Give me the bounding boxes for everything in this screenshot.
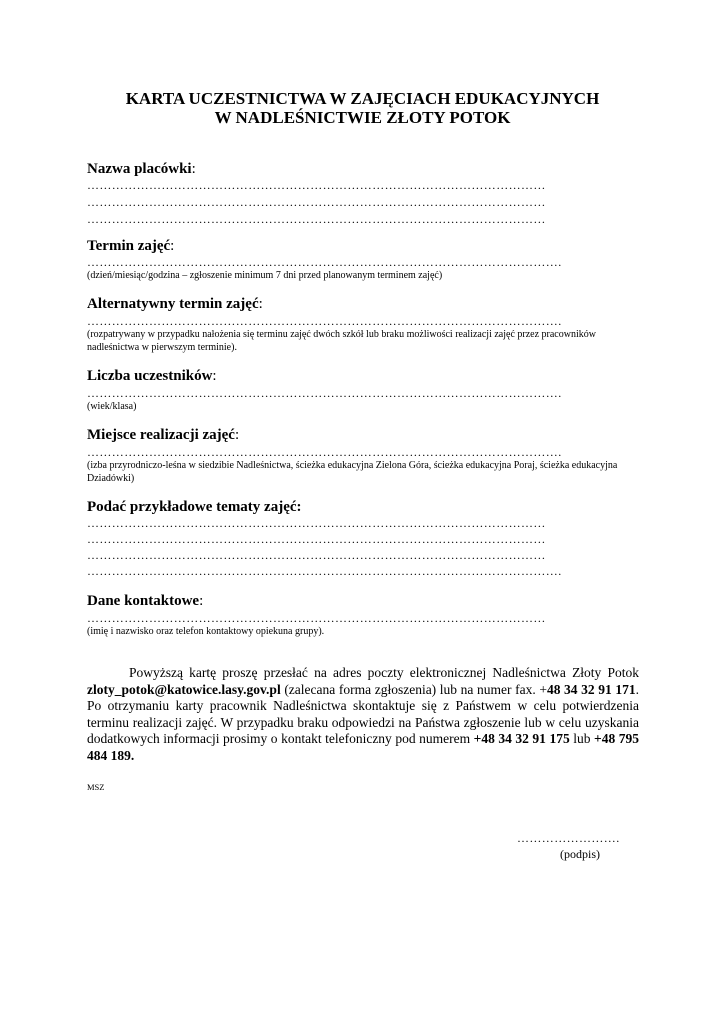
title-line-2: W NADLEŚNICTWIE ZŁOTY POTOK: [214, 108, 511, 127]
field-placowka-line-1[interactable]: …………………………………………………………………………………………………: [87, 178, 546, 192]
note-kontakt: (imię i nazwisko oraz telefon kontaktowy opiekuna grupy).: [87, 626, 325, 637]
field-tematy-line-2[interactable]: …………………………………………………………………………………………………: [87, 532, 546, 546]
instructions-paragraph: Powyższą kartę proszę przesłać na adres poczty elektronicznej Nadleśnictwa Złoty Potok zloty_potok@katowice.lasy.gov.pl (zalecana forma zgłoszenia) lub na numer fax. +48 34 32 91 171. Po otrzymaniu karty pracownik Nadleśnictwa skontaktuje się z Państwem w celu potwierdzenia terminu realizacji zajęć. W przypadku braku odpowiedzi na Państwa zgłoszenie lub w celu uzyskania dodatkowych informacji prosimy o kontakt telefoniczny pod numerem +48 34 32 91 175 lub +48 795 484 189.: [87, 665, 639, 763]
phone-number-1: +48 34 32 91 175: [473, 731, 570, 746]
label-miejsce: Miejsce realizacji zajęć:: [87, 427, 240, 443]
label-tematy: Podać przykładowe tematy zajęć:: [87, 499, 302, 515]
note-miejsce: (izba przyrodniczo-leśna w siedzibie Nadleśnictwa, ścieżka edukacyjna Zielona Góra, ścieżka edukacyjna Poraj, ścieżka edukacyjna Dziadówki): [87, 460, 618, 484]
field-kontakt[interactable]: …………………………………………………………………………………………………: [87, 611, 546, 625]
field-miejsce[interactable]: …………………………………………………………………………………………………….: [87, 445, 562, 459]
author-initials: MSZ: [87, 782, 105, 792]
label-kontakt: Dane kontaktowe:: [87, 593, 204, 609]
field-liczba[interactable]: …………………………………………………………………………………………………….: [87, 386, 562, 400]
title-line-1: KARTA UCZESTNICTWA W ZAJĘCIACH EDUKACYJNYCH: [125, 89, 600, 108]
field-termin[interactable]: …………………………………………………………………………………………………….: [87, 255, 562, 269]
fax-number: 48 34 32 91 171: [546, 681, 636, 697]
field-tematy-line-3[interactable]: …………………………………………………………………………………………………: [87, 548, 546, 562]
field-tematy-line-4[interactable]: …………………………………………………………………………………………………….: [87, 564, 562, 578]
email-address: zloty_potok@katowice.lasy.gov.pl: [87, 681, 281, 697]
label-termin: Termin zajęć:: [87, 238, 175, 254]
phone-number-2: +48 795 484 189.: [87, 731, 639, 763]
label-liczba: Liczba uczestników:: [87, 368, 217, 384]
note-termin: (dzień/miesiąc/godzina – zgłoszenie minimum 7 dni przed planowanym terminem zajęć): [87, 270, 443, 281]
note-liczba: (wiek/klasa): [87, 401, 137, 412]
field-placowka-line-2[interactable]: …………………………………………………………………………………………………: [87, 195, 546, 209]
field-alternatywny[interactable]: …………………………………………………………………………………………………….: [87, 314, 562, 328]
label-placowka: Nazwa placówki:: [87, 161, 196, 177]
signature-label: (podpis): [560, 847, 600, 861]
label-alternatywny: Alternatywny termin zajęć:: [87, 296, 263, 312]
note-alternatywny: (rozpatrywany w przypadku nałożenia się terminu zajęć dwóch szkół lub braku możliwości realizacji zajęć przez pracowników nadleśnictwa w pierwszym terminie).: [87, 329, 596, 353]
field-placowka-line-3[interactable]: …………………………………………………………………………………………………: [87, 212, 546, 226]
signature-field[interactable]: …………………….: [517, 831, 620, 845]
field-tematy-line-1[interactable]: …………………………………………………………………………………………………: [87, 516, 546, 530]
